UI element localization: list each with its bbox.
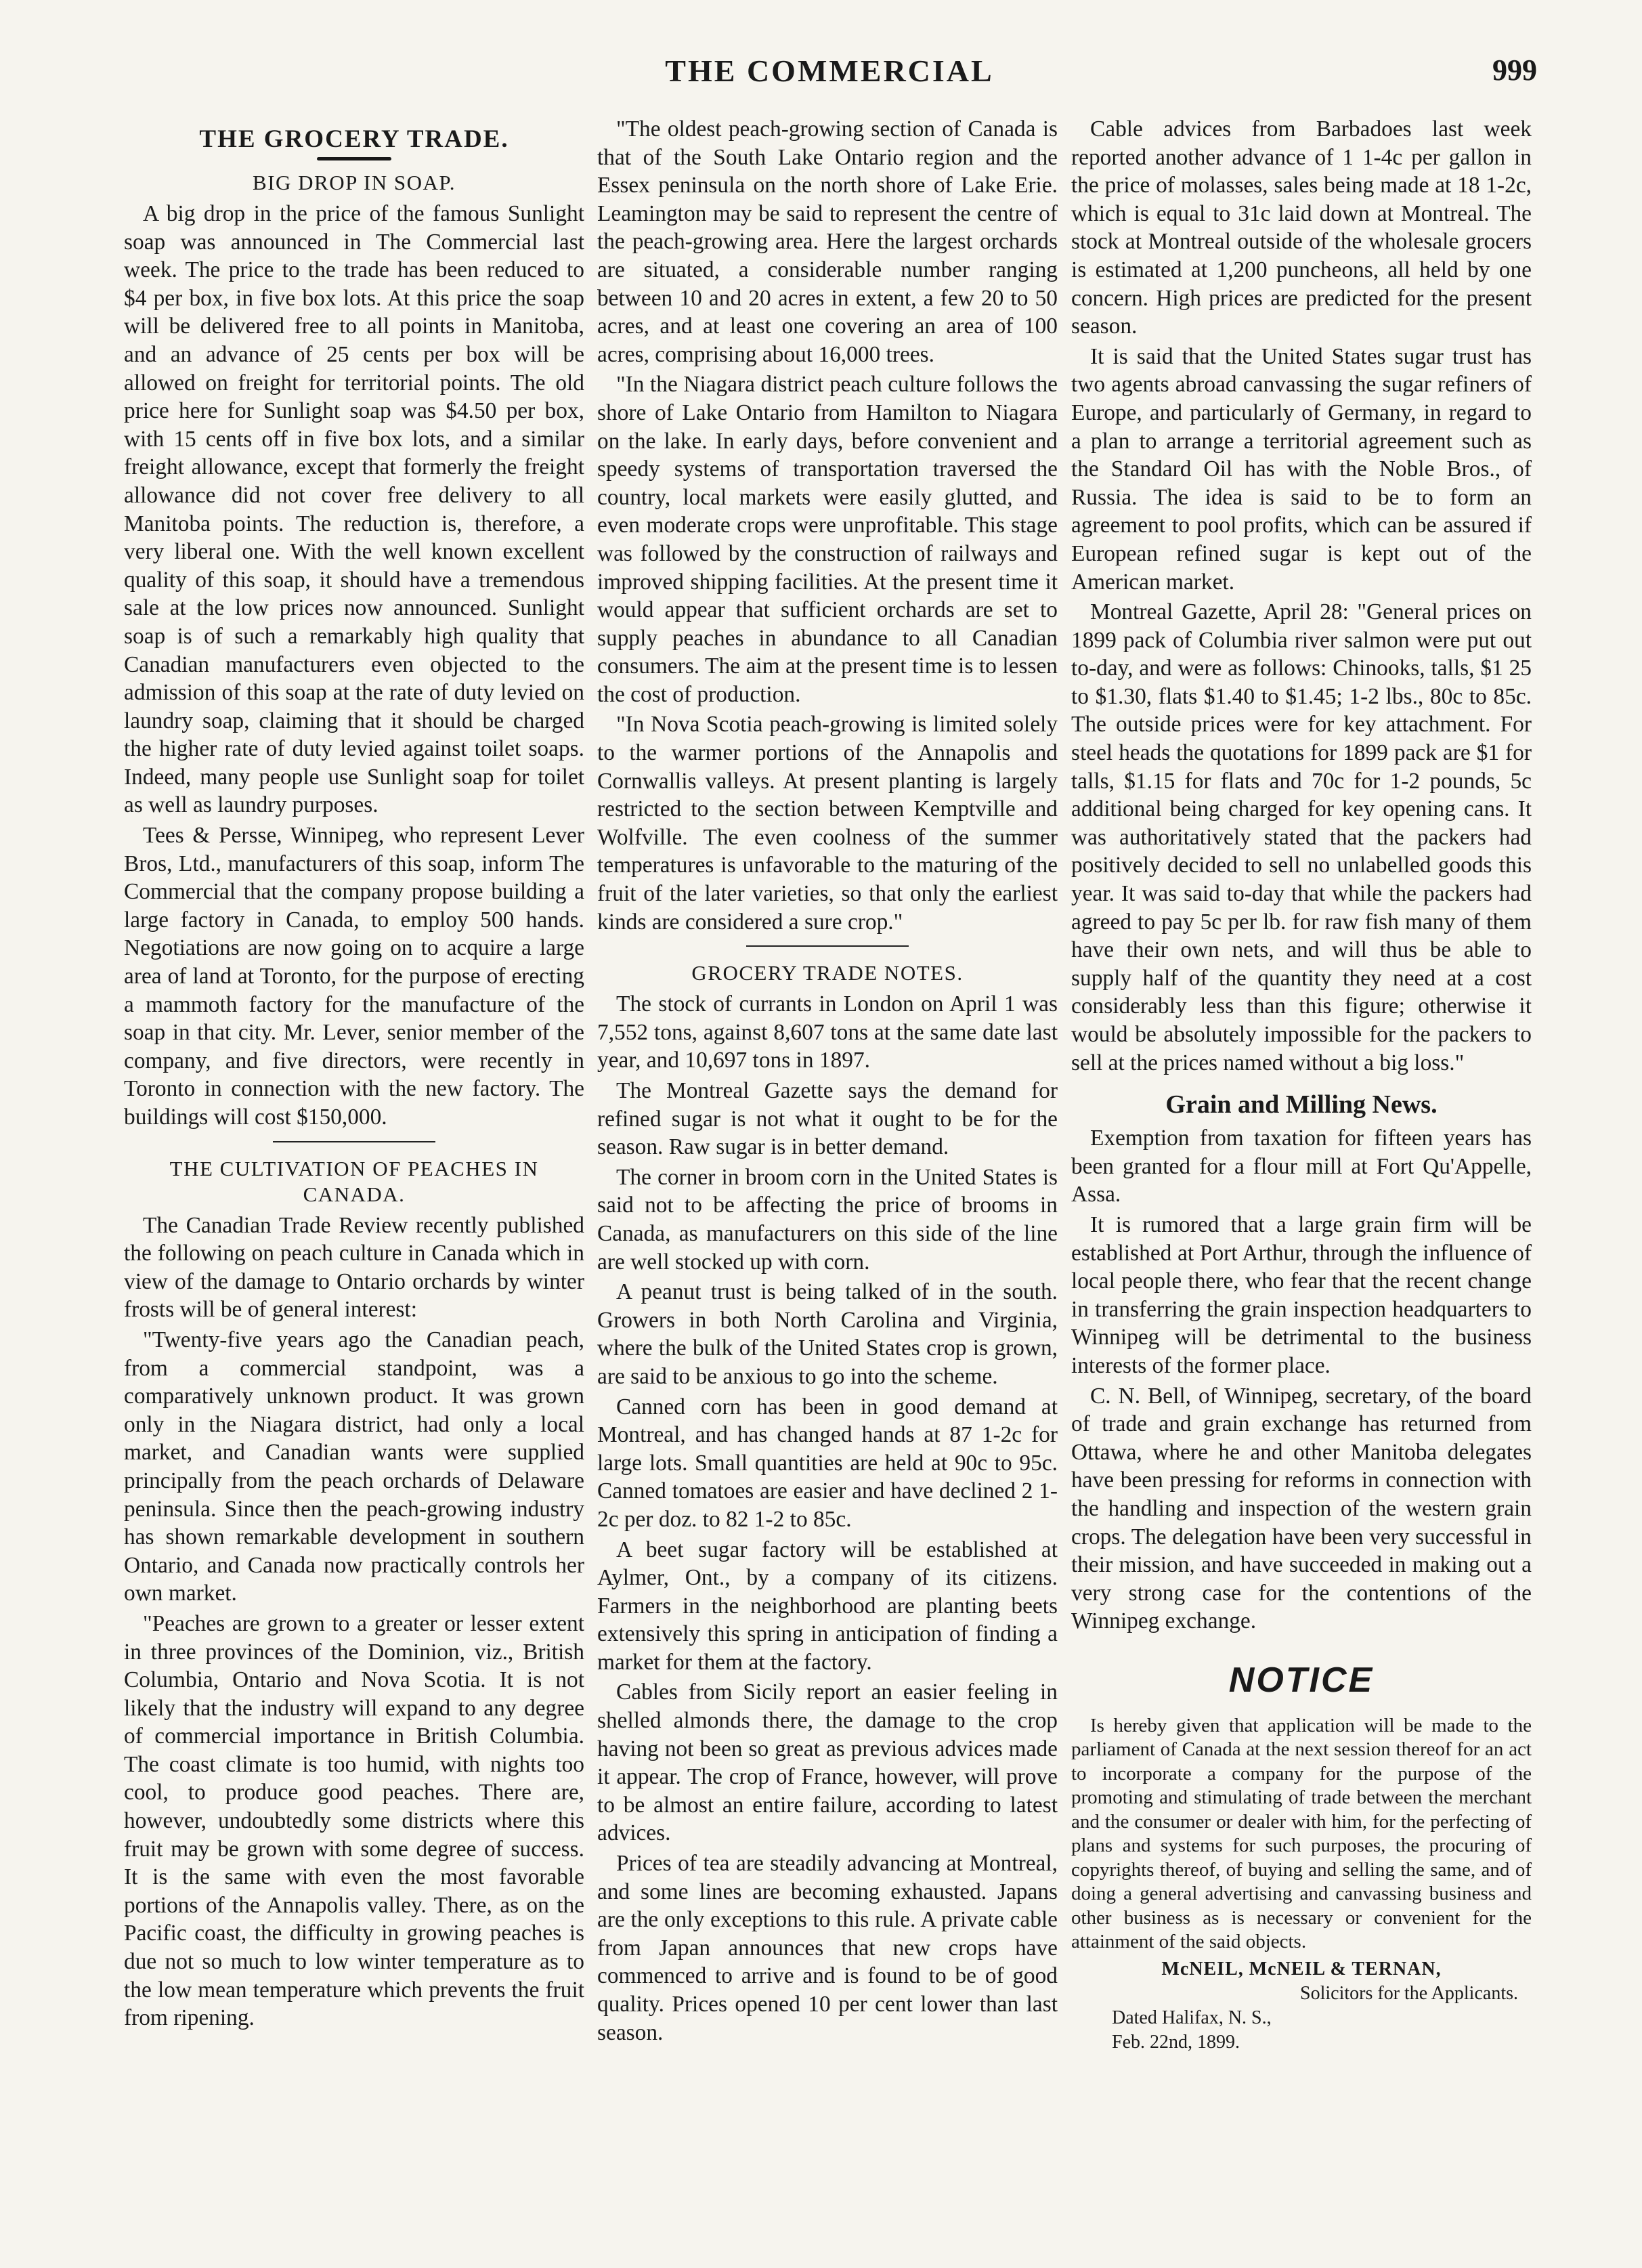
grocery-trade-heading: THE GROCERY TRADE. (199, 125, 509, 153)
trade-note: It is said that the United States sugar trust has two agents abroad canvassing the sugar refiners of Europe, and particularly of Germany, in regard to a plan to arrange a territorial agreement such as the Standard Oil has with the Noble Bros., of Russia. The idea is said to be to form an agreement to pool profits, which can be assured if European refined sugar is kept out of the American market. (1071, 343, 1532, 595)
peaches-heading: THE CULTIVATION OF PEACHES IN CANADA. (169, 1156, 539, 1206)
trade-note: Montreal Gazette, April 28: "General prices on 1899 pack of Columbia river salmon were put out to-day, and were as follows: Chinooks, talls, $1 25 to $1.30, flats $1.40 to $1.45; 1-2 lbs., 80c to 85c. The outside prices were for key attachment. For steel heads the quotations for 1899 pack are $1 for talls, $1.15 for flats and 70c for 1-2 pounds, 5c additional being charged for key opening cans. It was authoritatively stated that the packers had positively decided to sell no unlabelled goods this year. It was said to-day that while the packers had agreed to pay 5c per lb. for raw fish many of them have their own nets, and will thus be able to supply half of the quantity they need at a cost considerably less than this figure; otherwise it would be absolutely impossible for the packers to sell at the prices named without a big loss." (1071, 599, 1532, 1075)
trade-note: The Montreal Gazette says the demand for refined sugar is not what it ought to be for the season. Raw sugar is in better demand. (597, 1078, 1058, 1160)
soap-paragraph: Tees & Persse, Winnipeg, who represent Lever Bros, Ltd., manufacturers of this soap, inform The Commercial that the company propose building a large factory in Canada, to employ 500 hands. Negotiations are now going on to acquire a large area of land at Toronto, for the purpose of erecting a mammoth factory for the manufacture of the soap in that city. Mr. Lever, senior member of the company, and five directors, were recently in Toronto in connection with the new factory. The buildings will cost $150,000. (124, 823, 584, 1130)
peaches-paragraph: The Canadian Trade Review recently published the following on peach culture in Canada which in view of the damage to Ontario orchards by winter frosts will be of general interest: (124, 1212, 584, 1323)
peaches-paragraph: "In the Niagara district peach culture follows the shore of Lake Ontario from Hamilton to Niagara on the lake. In early days, before convenient and speedy systems of transportation traversed the country, local markets were easily glutted, and even moderate crops were unprofitable. This stage was followed by the construction of railways and improved shipping facilities. At the present time it would appear that sufficient orchards are set to supply peaches in abundance to all Canadian consumers. The aim at the present time is to lessen the cost of production. (597, 372, 1058, 707)
grain-paragraph: It is rumored that a large grain firm will be established at Port Arthur, through the influence of local people there, who fear that the recent change in transferring the grain inspection headquarters to Winnipeg will be detrimental to the business interests of the former place. (1071, 1212, 1532, 1378)
trade-note: Prices of tea are steadily advancing at Montreal, and some lines are becoming exhausted. Japans are the only exceptions to this rule. A private cable from Japan announces that new crops have commenced to arrive and is found to be of good quality. Prices opened 10 per cent lower than last season. (597, 1851, 1058, 2045)
trade-note: Cable advices from Barbadoes last week reported another advance of 1 1-4c per gallon in the price of molasses, sales being made at 18 1-2c, which is equal to 31c laid down at Montreal. The stock at Montreal outside of the wholesale grocers is estimated at 1,200 puncheons, all held by one concern. High prices are predicted for the present season. (1071, 116, 1532, 339)
soap-subheading: BIG DROP IN SOAP. (253, 171, 456, 194)
publication-title: THE COMMERCIAL (665, 54, 994, 88)
soap-paragraph: A big drop in the price of the famous Sunlight soap was announced in The Commercial last week. The price to the trade has been reduced to $4 per box, in five box lots. At this price the soap will be delivered free to all points in Manitoba, and an advance of 25 cents per box will be allowed on freight for territorial points. The old price here for Sunlight soap was $4.50 per box, with 15 cents off in five box lots, and a similar freight allowance, except that formerly the freight allowance did not cover free delivery to all Manitoba points. The reduction is, therefore, a very liberal one. With the well known excellent quality of this soap, it should have a tremendous sale at the low prices now announced. Sunlight soap is of such a remarkably high quality that Canadian manufacturers even objected to the admission of this soap at the rate of duty levied on laundry soap, claiming that it should be charged the higher rate of duty levied against toilet soaps. Indeed, many people use Sunlight soap for toilet as well as laundry purposes. (124, 201, 584, 818)
column-2 (597, 115, 1058, 2049)
section-divider (746, 945, 909, 947)
heading-ornament-rule (317, 157, 391, 161)
column-3 (1071, 115, 1532, 2055)
masthead (122, 53, 1537, 100)
notice-body: Is hereby given that application will be made to the parliament of Canada at the next session thereof for an act to incorporate a company for the purpose of the promoting and stimulating of trade between the merchant and the consumer or dealer with him, for the perfecting of plans and systems for such purposes, the procuring of copyrights thereof, of buying and selling the same, and of doing a general advertising and canvassing business and other business as is necessary or convenient for the attainment of the said objects. (1071, 1714, 1532, 1953)
notice-role: Solicitors for the Applicants. (1300, 1982, 1518, 2004)
notice-heading: NOTICE (1228, 1660, 1375, 1700)
peaches-paragraph: "Twenty-five years ago the Canadian peach, from a commercial standpoint, was a comparatively unknown product. It was grown only in the Niagara district, had only a local market, and Canadian wants were supplied principally from the peach orchards of Delaware peninsula. Since then the peach-growing industry has shown remarkable development in southern Ontario, and Canada now practically controls her own market. (124, 1327, 584, 1606)
peaches-paragraph: "Peaches are grown to a greater or lesser extent in three provinces of the Dominion, viz., British Columbia, Ontario and Nova Scotia. It is not likely that the industry will expand to any degree of commercial importance in British Columbia. The coast climate is too humid, with nights too cool, to produce good peaches. There are, however, undoubtedly some districts where this fruit may be grown with some degree of success. It is the same with even the most favorable portions of the Annapolis valley. There, as on the Pacific coast, the difficulty in growing peaches is due not so much to low winter temperature as to the low mean temperature which prevents the fruit from ripening. (124, 1610, 584, 2031)
trade-note: Cables from Sicily report an easier feeling in shelled almonds there, the damage to the crop having not been so great as previous advices made it appear. The crop of France, however, will prove to be almost an entire failure, according to latest advices. (597, 1679, 1058, 1846)
grain-paragraph: Exemption from taxation for fifteen years has been granted for a flour mill at Fort Qu'Appelle, Assa. (1071, 1126, 1532, 1207)
column-1 (124, 115, 584, 2034)
grain-paragraph: C. N. Bell, of Winnipeg, secretary, of the board of trade and grain exchange has returned from Ottawa, where he and other Manitoba delegates have been pressing for reforms in connection with the handling and inspection of the western grain crops. The delegation have been very successful in their mission, and have succeeded in making out a very strong case for the contentions of the Winnipeg exchange. (1071, 1383, 1532, 1634)
peaches-paragraph: "In Nova Scotia peach-growing is limited solely to the warmer portions of the Annapolis and Cornwallis valleys. At present planting is largely restricted to the section between Kemptville and Wolfville. The even coolness of the summer temperatures is unfavorable to the maturing of the fruit of the later varieties, so that only the earliest kinds are considered a sure crop." (597, 712, 1058, 935)
trade-note: Canned corn has been in good demand at Montreal, and has changed hands at 87 1-2c for large lots. Small quantities are held at 90c to 95c. Canned tomatoes are easier and have declined 2 1-2c per doz. to 82 1-2 to 85c. (597, 1394, 1058, 1532)
notice-signatories: McNEIL, McNEIL & TERNAN, (1161, 1958, 1442, 1980)
trade-note: The corner in broom corn in the United States is said not to be affecting the price of brooms in Canada, as manufacturers on this side of the line are well stocked up with corn. (597, 1164, 1058, 1275)
grain-milling-heading: Grain and Milling News. (1165, 1090, 1438, 1119)
section-divider (273, 1141, 435, 1142)
trade-note: The stock of currants in London on April 1 was 7,552 tons, against 8,607 tons at the same date last year, and 10,697 tons in 1897. (597, 991, 1058, 1073)
trade-notes-heading: GROCERY TRADE NOTES. (691, 961, 964, 985)
peaches-paragraph: "The oldest peach-growing section of Canada is that of the South Lake Ontario region and the Essex peninsula on the north shore of Lake Erie. Leamington may be said to represent the centre of the peach-growing area. Here the largest orchards are situated, a considerable number ranging between 10 and 20 acres in extent, a few 20 to 50 acres, and at least one covering an area of 100 acres, comprising about 16,000 trees. (597, 116, 1058, 367)
trade-note: A beet sugar factory will be established at Aylmer, Ont., by a company of its citizens. Farmers in the neighborhood are planting beets extensively this spring in anticipation of finding a market for them at the factory. (597, 1537, 1058, 1675)
trade-note: A peanut trust is being talked of in the south. Growers in both North Carolina and Virginia, where the bulk of the United States crop is grown, are said to be anxious to go into the scheme. (597, 1279, 1058, 1389)
notice-date: Feb. 22nd, 1899. (1112, 2031, 1240, 2053)
notice-place: Dated Halifax, N. S., (1112, 2007, 1272, 2028)
page-number: 999 (1492, 54, 1537, 87)
